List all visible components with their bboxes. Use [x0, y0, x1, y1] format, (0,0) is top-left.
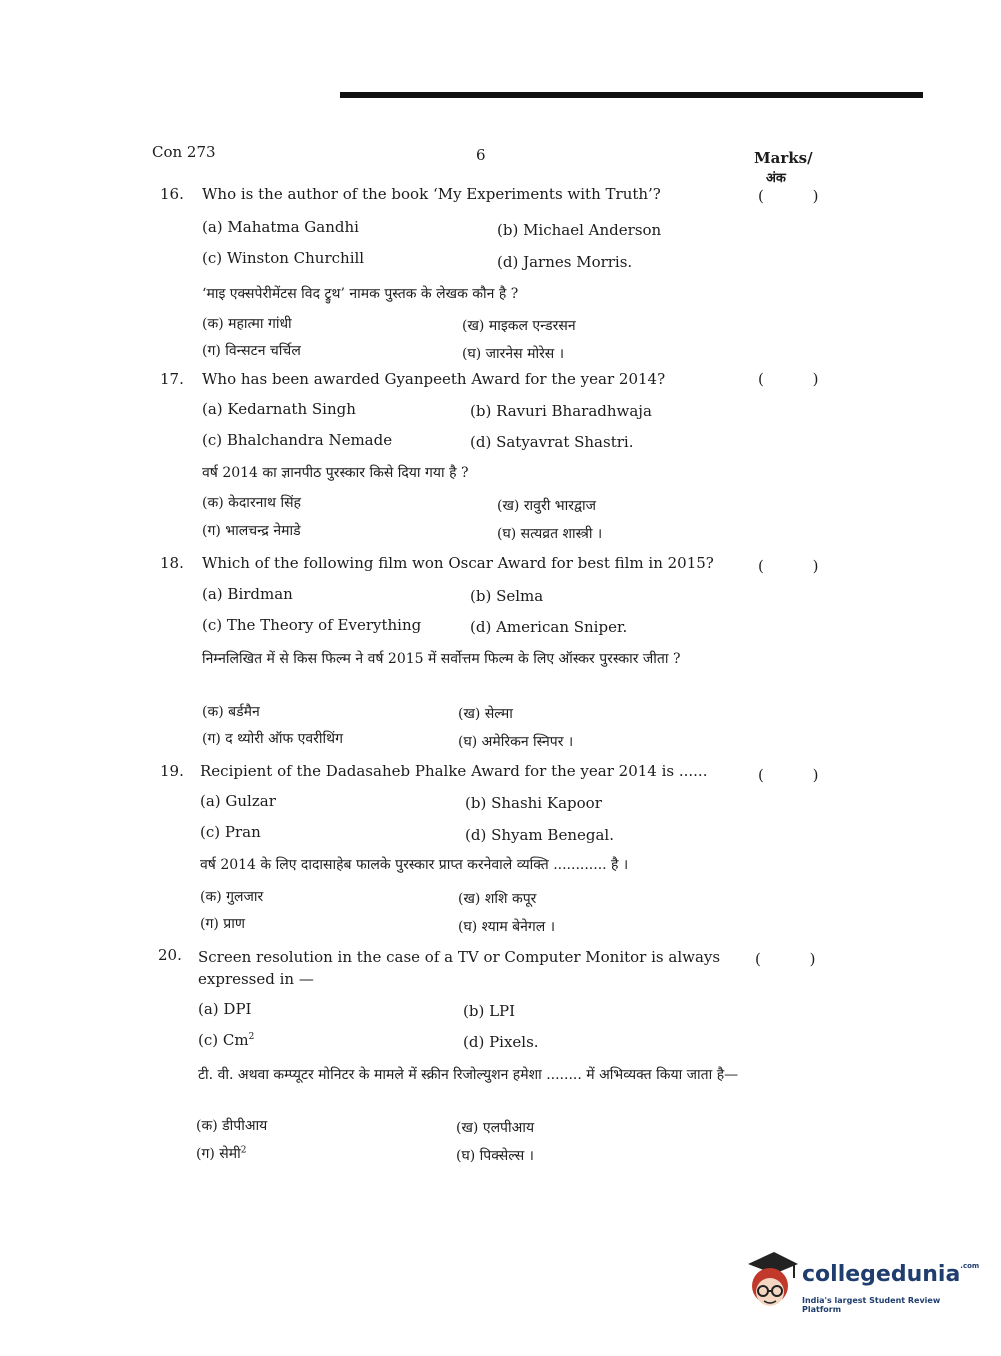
- option-gha: (घ) पिक्सेल्स ।: [456, 1148, 534, 1164]
- option-d: (d) Satyavrat Shastri.: [470, 433, 634, 451]
- marks-box: ( ): [755, 950, 838, 968]
- question-text-hindi: वर्ष 2014 का ज्ञानपीठ पुरस्कार किसे दिया गया है ?: [202, 465, 469, 481]
- marks-box: ( ): [758, 370, 841, 388]
- question-text-hindi: टी. वी. अथवा कम्प्यूटर मोनिटर के मामले में स्क्रीन रिजोल्युशन हमेशा ........ में अभिव्यक्त किया जाता है—: [198, 1067, 739, 1083]
- marks-box: ( ): [758, 766, 841, 784]
- question-text-hindi: ‘माइ एक्सपेरीमेंटस विद ट्रुथ’ नामक पुस्तक के लेखक कौन है ?: [202, 286, 519, 302]
- option-ga: [196, 1144, 246, 1163]
- option-c-text: (c) Cm: [198, 1031, 249, 1049]
- question-text: Recipient of the Dadasaheb Phalke Award for the year 2014 is ......: [200, 762, 708, 780]
- option-ga: (ग) प्राण: [200, 916, 245, 932]
- option-ga-text: (ग) सेमी: [196, 1146, 241, 1162]
- option-ga: (ग) विन्सटन चर्चिल: [202, 343, 301, 359]
- question-number: 20.: [158, 946, 182, 964]
- option-ka: (क) बर्डमैन: [202, 704, 260, 720]
- option-b: (b) Selma: [470, 587, 544, 605]
- mascot-icon: [742, 1248, 800, 1314]
- logo-wordmark: [802, 1262, 979, 1287]
- option-c: (c) Winston Churchill: [202, 249, 365, 267]
- marks-box: ( ): [758, 187, 841, 205]
- option-d: (d) Pixels.: [463, 1033, 539, 1051]
- option-ga-superscript: 2: [240, 1145, 247, 1156]
- option-a: (a) Birdman: [202, 585, 293, 603]
- option-kha: (ख) सेल्मा: [458, 706, 513, 722]
- option-ka: (क) महात्मा गांधी: [202, 316, 292, 332]
- option-ka: (क) केदारनाथ सिंह: [202, 495, 301, 511]
- question-text: Who has been awarded Gyanpeeth Award for the year 2014?: [202, 370, 666, 388]
- option-c: (c) Pran: [200, 823, 261, 841]
- option-d: (d) American Sniper.: [470, 618, 628, 636]
- option-gha: (घ) श्याम बेनेगल ।: [458, 919, 556, 935]
- question-text: Which of the following film won Oscar Award for best film in 2015?: [202, 554, 714, 572]
- question-text-hindi: निम्नलिखित में से किस फिल्म ने वर्ष 2015 में सर्वोत्तम फिल्म के लिए ऑस्कर पुरस्कार जीता ?: [202, 651, 681, 667]
- logo-tagline: India's largest Student Review Platform: [802, 1296, 941, 1314]
- logo-name: collegedunia: [802, 1262, 961, 1287]
- marks-box: ( ): [758, 557, 841, 575]
- option-a: (a) DPI: [198, 1000, 252, 1018]
- option-c: [198, 1031, 254, 1049]
- collegedunia-logo[interactable]: [742, 1248, 980, 1318]
- option-gha: (घ) अमेरिकन स्निपर ।: [458, 734, 574, 750]
- option-ga: (ग) भालचन्द्र नेमाडे: [202, 523, 301, 539]
- option-c-superscript: 2: [248, 1032, 255, 1042]
- question-text-hindi: वर्ष 2014 के लिए दादासाहेब फालके पुरस्कार प्राप्त करनेवाले व्यक्ति ............ है ।: [200, 857, 629, 873]
- option-kha: (ख) एलपीआय: [456, 1120, 535, 1136]
- page-number: 6: [476, 146, 486, 164]
- option-c: (c) The Theory of Everything: [202, 616, 422, 634]
- option-a: (a) Kedarnath Singh: [202, 400, 356, 418]
- question-number: 17.: [160, 370, 184, 388]
- option-gha: (घ) सत्यव्रत शास्त्री ।: [497, 526, 603, 542]
- option-ga: (ग) द थ्योरी ऑफ एवरीथिंग: [202, 731, 343, 747]
- option-b: (b) Michael Anderson: [497, 221, 662, 239]
- option-kha: (ख) माइकल एन्डरसन: [462, 318, 576, 334]
- question-number: 19.: [160, 762, 184, 780]
- option-d: (d) Shyam Benegal.: [465, 826, 614, 844]
- option-kha: (ख) शशि कपूर: [458, 891, 537, 907]
- option-ka: (क) गुलजार: [200, 889, 264, 905]
- option-kha: (ख) रावुरी भारद्वाज: [497, 498, 597, 514]
- question-number: 18.: [160, 554, 184, 572]
- option-gha: (घ) जारनेस मोरेस ।: [462, 346, 565, 362]
- marks-label: Marks/: [754, 149, 813, 167]
- option-b: (b) LPI: [463, 1002, 516, 1020]
- option-c: (c) Bhalchandra Nemade: [202, 431, 393, 449]
- option-b: (b) Shashi Kapoor: [465, 794, 602, 812]
- option-b: (b) Ravuri Bharadhwaja: [470, 402, 652, 420]
- option-a: (a) Gulzar: [200, 792, 276, 810]
- option-a: (a) Mahatma Gandhi: [202, 218, 359, 236]
- paper-code: Con 273: [152, 143, 216, 161]
- question-text: Who is the author of the book ‘My Experiments with Truth’?: [202, 185, 661, 203]
- logo-suffix: .com: [960, 1262, 980, 1270]
- top-rule: [340, 92, 923, 98]
- option-ka: (क) डीपीआय: [196, 1118, 268, 1134]
- question-text: Screen resolution in the case of a TV or Computer Monitor is always expressed in —: [198, 948, 721, 988]
- marks-label-hindi: अंक: [766, 171, 786, 186]
- option-d: (d) Jarnes Morris.: [497, 253, 633, 271]
- question-number: 16.: [160, 185, 184, 203]
